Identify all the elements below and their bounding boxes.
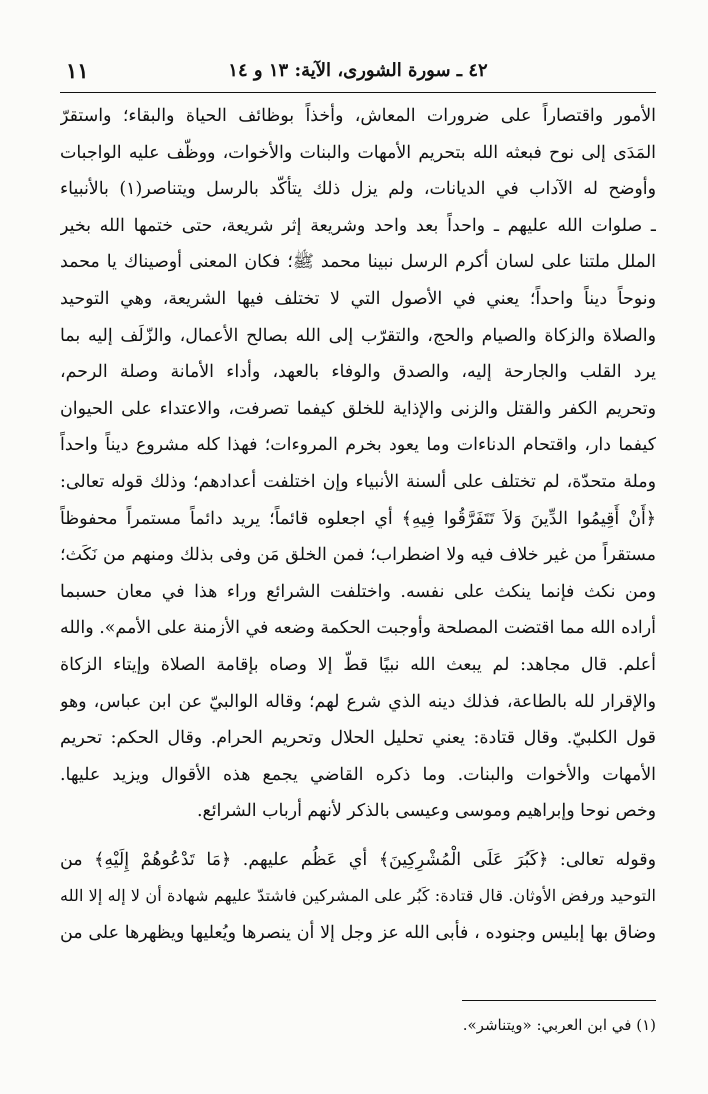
text-line: ﴿أَنْ أَقِيمُوا الدِّينَ وَلاَ تَتَفَرَّقُوا فِيهِ﴾ أي اجعلوه قائماً؛ يريد دائماً مستمراً محفوظاً [60, 508, 656, 529]
footnote: (١) في ابن العربي: «ويتناشر». [462, 1016, 656, 1034]
text-line: التوحيد ورفض الأوثان. قال قتادة: كَبُر على المشركين فاشتدّ عليهم شهادة أن لا إله إلا الله [60, 886, 656, 906]
text-line: والإقرار لله بالطاعة، فذلك دينه الذي شرع لهم؛ وقاله الوالبيّ عن ابن عباس، وهو [60, 691, 656, 712]
text-line: أراده الله مما اقتضت المصلحة وأوجبت الحكمة وضعه في الأزمنة على الأمم». والله [60, 618, 656, 639]
header-rule [60, 92, 656, 93]
text-line: يرد القلب والجارحة إليه، والصدق والوفاء بالعهد، وأداء الأمانة وصلة الرحم، [60, 362, 656, 383]
text-line: والصلاة والزكاة والصيام والحج، والتقرّب إلى الله بصالح الأعمال، والزّلَف إليه بما [60, 325, 656, 346]
page-number: ١١ [66, 58, 89, 83]
text-line: وأوضح له الآداب في الديانات، ولم يزل ذلك يتأكّد بالرسل ويتناصر(١) بالأنبياء [60, 179, 656, 200]
text-line: وملة متحدّة، لم تختلف على ألسنة الأنبياء وإن اختلفت أعدادهم؛ وذلك قوله تعالى: [60, 471, 656, 492]
text-line: ونوحاً ديناً واحداً؛ يعني في الأصول التي لا تختلف فيها الشريعة، وهي التوحيد [60, 288, 656, 309]
text-line: مستقراً من غير خلاف فيه ولا اضطراب؛ فمن الخلق مَن وفى بذلك ومنهم من نَكَث؛ [60, 545, 656, 566]
text-line: وخص نوحا وإبراهيم وموسى وعيسى بالذكر لأنهم أرباب الشرائع. [196, 801, 656, 822]
text-line: وقوله تعالى: ﴿كَبُرَ عَلَى الْمُشْرِكِينَ﴾ أي عَظُم عليهم. ﴿مَا تَدْعُوهُمْ إِلَيْهِ﴾ من [60, 849, 656, 870]
body-text [60, 98, 656, 952]
text-line: الأمهات والأخوات والبنات. وما ذكره القاضي يجمع هذه الأقوال ويزيد عليها. [60, 764, 656, 785]
footnote-rule [462, 1000, 656, 1001]
paragraph-2 [60, 842, 656, 952]
text-line: المَدَى إلى نوح فبعثه الله بتحريم الأمهات والبنات والأخوات، ووظّف عليه الواجبات [60, 142, 656, 163]
running-header [60, 56, 656, 88]
text-line: كيفما دار، واقتحام الدناءات وما يعود بخرم المروءات؛ فهذا كله مشروع ديناً واحداً [60, 435, 656, 456]
text-line: قول الكلبيّ. وقال قتادة: يعني تحليل الحلال وتحريم الحرام. وقال الحكم: تحريم [60, 728, 656, 749]
text-line: ومن نكث فإنما ينكث على نفسه. واختلفت الشرائع وراء هذا في معان حسبما [60, 581, 656, 602]
text-line: الملل ملتنا على لسان أكرم الرسل نبينا محمد ﷺ؛ فكان المعنى أوصيناك يا محمد [60, 252, 656, 273]
text-line: وضاق بها إبليس وجنوده ، فأبى الله عز وجل إلا أن ينصرها ويُعليها ويظهرها على من [60, 923, 656, 944]
text-line: وتحريم الكفر والقتل والزنى والإذاية للخلق كيفما تصرفت، والاعتداء على الحيوان [60, 398, 656, 419]
text-line: ـ صلوات الله عليهم ـ واحداً بعد واحد وشريعة إثر شريعة، حتى ختمها الله بخير [60, 215, 656, 236]
text-line: أعلم. قال مجاهد: لم يبعث الله نبيًا قطّ إلا وصاه بإقامة الصلاة وإيتاء الزكاة [60, 654, 656, 675]
paragraph-1 [60, 98, 656, 830]
header-title: ٤٢ ـ سورة الشورى، الآية: ١٣ و ١٤ [228, 60, 488, 81]
paragraph-gap [60, 830, 656, 842]
text-line: الأمور واقتصاراً على ضرورات المعاش، وأخذاً بوظائف الحياة والبقاء؛ واستقرّ [60, 106, 656, 126]
